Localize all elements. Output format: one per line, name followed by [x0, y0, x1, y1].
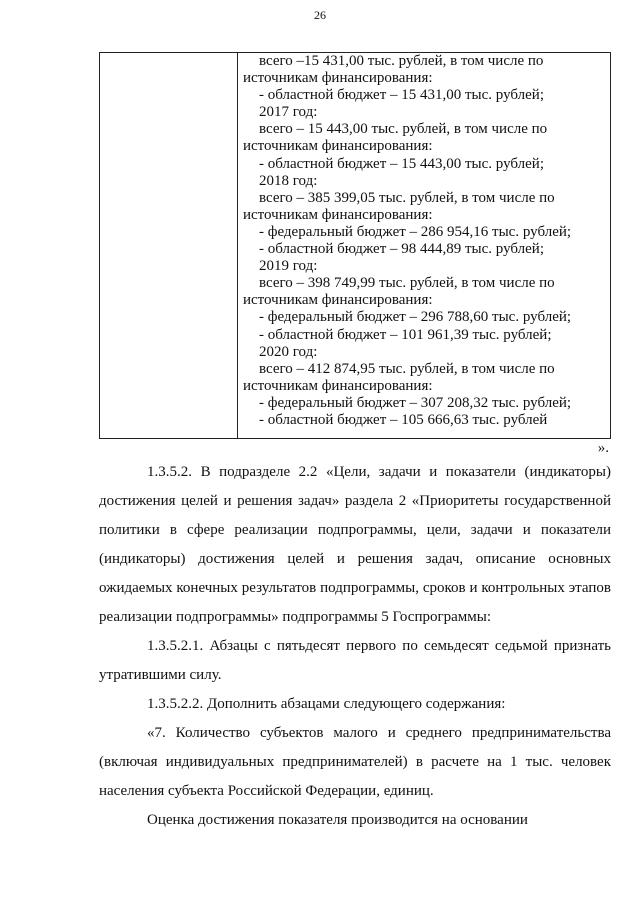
table-line: 2020 год: — [259, 343, 318, 360]
table-line: всего –15 431,00 тыс. рублей, в том числе по — [259, 53, 544, 69]
table-line: всего – 385 399,05 тыс. рублей, в том числе по — [259, 189, 555, 206]
paragraph-assessment: Оценка достижения показателя производится на основании — [147, 812, 528, 828]
table-right-cell — [239, 53, 610, 438]
table-line: всего – 412 874,95 тыс. рублей, в том числе по — [259, 360, 555, 377]
page-number: 26 — [314, 8, 326, 22]
paragraph-indicator-7: «7. Количество субъектов малого и среднего предпринимательства (включая индивидуальных предпринимателей) в расчете на 1 тыс. человек населения субъекта Российской Федерации, единиц. — [99, 725, 611, 799]
table-line: - областной бюджет – 105 666,63 тыс. рублей — [259, 411, 548, 428]
table-left-cell — [100, 53, 238, 438]
table-line: 2019 год: — [259, 258, 318, 275]
paragraph-1-3-5-2-2: 1.3.5.2.2. Дополнить абзацами следующего содержания: — [147, 696, 506, 712]
table-line: - областной бюджет – 15 443,00 тыс. рублей; — [259, 155, 544, 172]
table-line: 2017 год: — [259, 104, 318, 121]
paragraph-1-3-5-2: 1.3.5.2. В подразделе 2.2 «Цели, задачи и показатели (индикаторы) достижения целей и решения задач» раздела 2 «Приоритеты государственной политики в сфере реализации подпрограммы, цели, задачи и показатели (индикаторы) достижения целей и решения задач, описание основных ожидаемых конечных результатов подпрограммы, сроков и контрольных этапов реализации подпрограммы» подпрограммы 5 Госпрограммы: — [99, 464, 611, 625]
table-line: - областной бюджет – 15 431,00 тыс. рублей; — [259, 87, 544, 104]
table-line: - федеральный бюджет – 286 954,16 тыс. рублей; — [259, 223, 572, 240]
table-line: - федеральный бюджет – 307 208,32 тыс. рублей; — [259, 394, 572, 411]
table-line: - областной бюджет – 98 444,89 тыс. рублей; — [259, 241, 544, 258]
table-line: - федеральный бюджет – 296 788,60 тыс. рублей; — [259, 309, 572, 326]
table-line: источникам финансирования: — [243, 292, 433, 309]
table-line: источникам финансирования: — [243, 138, 433, 155]
table-line: всего – 398 749,99 тыс. рублей, в том числе по — [259, 275, 555, 292]
table-line: источникам финансирования: — [243, 377, 433, 394]
paragraph-1-3-5-2-1: 1.3.5.2.1. Абзацы с пятьдесят первого по семьдесят седьмой признать утратившими силу. — [99, 638, 611, 683]
table-line: - областной бюджет – 101 961,39 тыс. рублей; — [259, 326, 552, 343]
table-line: 2018 год: — [259, 172, 318, 189]
financing-table — [99, 52, 611, 439]
table-line: всего – 15 443,00 тыс. рублей, в том числе по — [259, 121, 548, 138]
closing-quote: ». — [597, 440, 609, 456]
table-line: источникам финансирования: — [243, 206, 433, 223]
document-body — [99, 458, 611, 835]
table-line: источникам финансирования: — [243, 70, 433, 87]
